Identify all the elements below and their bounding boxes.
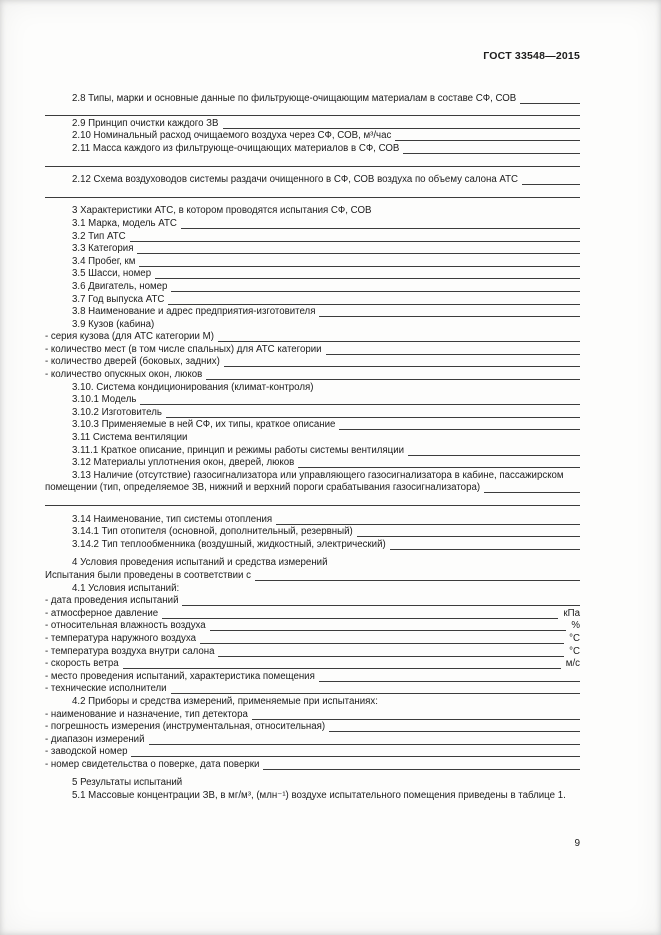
form-row-label: 2.11 Масса каждого из фильтрующе-очищающих материалов в СФ, СОВ bbox=[72, 142, 400, 154]
form-row bbox=[45, 526, 580, 539]
form-row bbox=[45, 142, 580, 155]
form-row bbox=[45, 645, 580, 658]
fill-line bbox=[171, 693, 580, 694]
form-row-label: 3.14.2 Тип теплообменника (воздушный, жидкостный, электрический) bbox=[72, 538, 386, 550]
fill-line bbox=[276, 524, 580, 525]
form-row bbox=[45, 789, 580, 802]
form-row-label: 5 Результаты испытаний bbox=[72, 777, 183, 789]
form-row-label: 3.13 Наличие (отсутствие) газосигнализатора или управляющего газосигнализатора в кабине, пассажирском bbox=[72, 469, 564, 481]
form-row-label: 4 Условия проведения испытаний и средства измерений bbox=[72, 557, 328, 569]
fill-line bbox=[329, 731, 580, 732]
form-row bbox=[45, 293, 580, 306]
blank-fill-row bbox=[45, 186, 580, 199]
form-row-label: - количество опускных окон, люков bbox=[45, 369, 203, 381]
form-row-label: помещении (тип, определяемое ЗВ, нижний и верхний пороги срабатывания газосигнализатора) bbox=[45, 482, 481, 494]
form-row bbox=[45, 569, 580, 582]
form-row-label: 4.1 Условия испытаний: bbox=[72, 582, 180, 594]
form-row bbox=[45, 595, 580, 608]
form-row-label: 3.11 Система вентиляции bbox=[72, 432, 188, 444]
form-row-label: - дата проведения испытаний bbox=[45, 595, 179, 607]
fill-line bbox=[357, 536, 580, 537]
fill-line bbox=[171, 291, 580, 292]
form-row-label: 5.1 Массовые концентрации ЗВ, в мг/м³, (млн⁻¹) воздухе испытательного помещения приведены в таблице 1. bbox=[72, 790, 566, 802]
form-row bbox=[45, 658, 580, 671]
blank-fill-row bbox=[45, 155, 580, 168]
fill-line bbox=[140, 404, 580, 405]
fill-line bbox=[255, 580, 580, 581]
form-row-label: 2.8 Типы, марки и основные данные по фильтрующе-очищающим материалам в составе СФ, СОВ bbox=[72, 92, 517, 104]
form-row-label: - скорость ветра bbox=[45, 658, 119, 670]
form-row-label: 3.4 Пробег, км bbox=[72, 255, 136, 267]
form-row bbox=[45, 431, 580, 444]
form-row-label: - температура наружного воздуха bbox=[45, 632, 196, 644]
fill-line bbox=[206, 379, 580, 380]
fill-line bbox=[130, 241, 580, 242]
fill-line bbox=[252, 719, 580, 720]
form-row bbox=[45, 777, 580, 790]
form-row-label: 3.14.1 Тип отопителя (основной, дополнительный, резервный) bbox=[72, 526, 353, 538]
form-row bbox=[45, 343, 580, 356]
form-row-label: - наименование и назначение, тип детектора bbox=[45, 708, 248, 720]
fill-line bbox=[484, 492, 580, 493]
blank-fill-row bbox=[45, 105, 580, 118]
form-row bbox=[45, 721, 580, 734]
form-row bbox=[45, 695, 580, 708]
fill-line bbox=[182, 605, 580, 606]
form-row-label: - диапазон измерений bbox=[45, 733, 145, 745]
form-row bbox=[45, 708, 580, 721]
form-row-label: 4.2 Приборы и средства измерений, применяемые при испытаниях: bbox=[72, 695, 378, 707]
form-row-label: 2.9 Принцип очистки каждого ЗВ bbox=[72, 117, 219, 129]
fill-line bbox=[326, 354, 580, 355]
form-row bbox=[45, 746, 580, 759]
form-row-label: 3.2 Тип АТС bbox=[72, 230, 126, 242]
form-row-label: 3.10.3 Применяемые в ней СФ, их типы, краткое описание bbox=[72, 419, 336, 431]
form-row bbox=[45, 331, 580, 344]
form-row bbox=[45, 538, 580, 551]
fill-line bbox=[319, 316, 580, 317]
form-row bbox=[45, 482, 580, 495]
unit-label: °С bbox=[569, 632, 580, 644]
form-row-label: Испытания были проведены в соответствии с bbox=[45, 569, 251, 581]
fill-line bbox=[522, 184, 580, 185]
fill-line bbox=[223, 128, 581, 129]
fill-line bbox=[155, 278, 580, 279]
form-row bbox=[45, 356, 580, 369]
form-row-label: - погрешность измерения (инструментальная, относительная) bbox=[45, 721, 326, 733]
fill-line bbox=[218, 656, 564, 657]
form-row-label: 3.11.1 Краткое описание, принцип и режимы работы системы вентиляции bbox=[72, 444, 405, 456]
form-row bbox=[45, 243, 580, 256]
page-number: 9 bbox=[574, 838, 580, 849]
form-row bbox=[45, 469, 580, 482]
form-row bbox=[45, 683, 580, 696]
form-row-label: - заводской номер bbox=[45, 746, 128, 758]
form-row bbox=[45, 607, 580, 620]
fill-line bbox=[45, 115, 580, 116]
form-row bbox=[45, 280, 580, 293]
form-row bbox=[45, 174, 580, 187]
fill-line bbox=[162, 618, 558, 619]
fill-line bbox=[218, 341, 580, 342]
form-row bbox=[45, 582, 580, 595]
fill-line bbox=[200, 643, 564, 644]
form-row-label: - серия кузова (для АТС категории М) bbox=[45, 331, 214, 343]
fill-line bbox=[45, 505, 580, 506]
standard-number-header: ГОСТ 33548—2015 bbox=[483, 50, 580, 62]
form-row bbox=[45, 620, 580, 633]
form-row bbox=[45, 457, 580, 470]
form-row-label: 3.7 Год выпуска АТС bbox=[72, 293, 165, 305]
fill-line bbox=[139, 266, 580, 267]
form-row bbox=[45, 368, 580, 381]
fill-line bbox=[520, 103, 580, 104]
fill-line bbox=[166, 417, 580, 418]
form-row-label: 3.10.1 Модель bbox=[72, 394, 137, 406]
fill-line bbox=[45, 197, 580, 198]
form-row-label: - количество дверей (боковых, задних) bbox=[45, 356, 220, 368]
form-row-label: 3.8 Наименование и адрес предприятия-изготовителя bbox=[72, 306, 316, 318]
form-row bbox=[45, 733, 580, 746]
form-row bbox=[45, 230, 580, 243]
form-row-label: 3.9 Кузов (кабина) bbox=[72, 318, 155, 330]
form-row-label: - количество мест (в том числе спальных) для АТС категории bbox=[45, 343, 322, 355]
form-row bbox=[45, 632, 580, 645]
fill-line bbox=[408, 455, 580, 456]
fill-line bbox=[181, 228, 580, 229]
fill-line bbox=[263, 769, 580, 770]
fill-line bbox=[395, 140, 580, 141]
form-row-label: - номер свидетельства о поверке, дата поверки bbox=[45, 758, 260, 770]
form-row bbox=[45, 419, 580, 432]
fill-line bbox=[168, 304, 580, 305]
unit-label: °С bbox=[569, 645, 580, 657]
form-row bbox=[45, 318, 580, 331]
form-row bbox=[45, 758, 580, 771]
form-row-label: 3.6 Двигатель, номер bbox=[72, 280, 168, 292]
fill-line bbox=[224, 366, 580, 367]
form-row bbox=[45, 513, 580, 526]
form-row-label: 3.10. Система кондиционирования (климат-контроля) bbox=[72, 381, 314, 393]
form-row-label: 3.12 Материалы уплотнения окон, дверей, люков bbox=[72, 457, 295, 469]
form-body bbox=[45, 92, 580, 802]
fill-line bbox=[339, 429, 580, 430]
fill-line bbox=[319, 681, 580, 682]
form-row-label: - технические исполнители bbox=[45, 683, 167, 695]
form-row-label: 3 Характеристики АТС, в котором проводятся испытания СФ, СОВ bbox=[72, 205, 372, 217]
form-row-label: 3.14 Наименование, тип системы отопления bbox=[72, 513, 273, 525]
unit-label: % bbox=[571, 620, 580, 632]
form-row-label: 2.10 Номинальный расход очищаемого воздуха через СФ, СОВ, м³/час bbox=[72, 130, 392, 142]
form-row bbox=[45, 217, 580, 230]
blank-fill-row bbox=[45, 494, 580, 507]
form-row-label: 2.12 Схема воздуховодов системы раздачи очищенного в СФ, СОВ воздуха по объему салона АТС bbox=[72, 174, 519, 186]
form-row bbox=[45, 670, 580, 683]
unit-label: кПа bbox=[563, 607, 580, 619]
unit-label: м/с bbox=[565, 658, 580, 670]
fill-line bbox=[149, 744, 580, 745]
form-row-label: - место проведения испытаний, характеристика помещения bbox=[45, 670, 315, 682]
form-row bbox=[45, 92, 580, 105]
form-row-label: 3.10.2 Изготовитель bbox=[72, 406, 162, 418]
fill-line bbox=[390, 549, 580, 550]
fill-line bbox=[210, 630, 567, 631]
form-row-label: - атмосферное давление bbox=[45, 607, 159, 619]
fill-line bbox=[403, 153, 580, 154]
form-row bbox=[45, 255, 580, 268]
form-row bbox=[45, 406, 580, 419]
form-row bbox=[45, 557, 580, 570]
form-row bbox=[45, 394, 580, 407]
form-row-label: 3.1 Марка, модель АТС bbox=[72, 217, 177, 229]
form-row-label: - относительная влажность воздуха bbox=[45, 620, 206, 632]
form-row-label: 3.5 Шасси, номер bbox=[72, 268, 152, 280]
form-row bbox=[45, 268, 580, 281]
fill-line bbox=[137, 253, 580, 254]
fill-line bbox=[123, 668, 561, 669]
form-row bbox=[45, 130, 580, 143]
form-row bbox=[45, 381, 580, 394]
form-row-label: 3.3 Категория bbox=[72, 243, 134, 255]
form-row bbox=[45, 117, 580, 130]
fill-line bbox=[298, 467, 580, 468]
fill-line bbox=[45, 166, 580, 167]
form-row bbox=[45, 444, 580, 457]
fill-line bbox=[131, 756, 580, 757]
form-row bbox=[45, 205, 580, 218]
form-row-label: - температура воздуха внутри салона bbox=[45, 645, 215, 657]
form-row bbox=[45, 306, 580, 319]
